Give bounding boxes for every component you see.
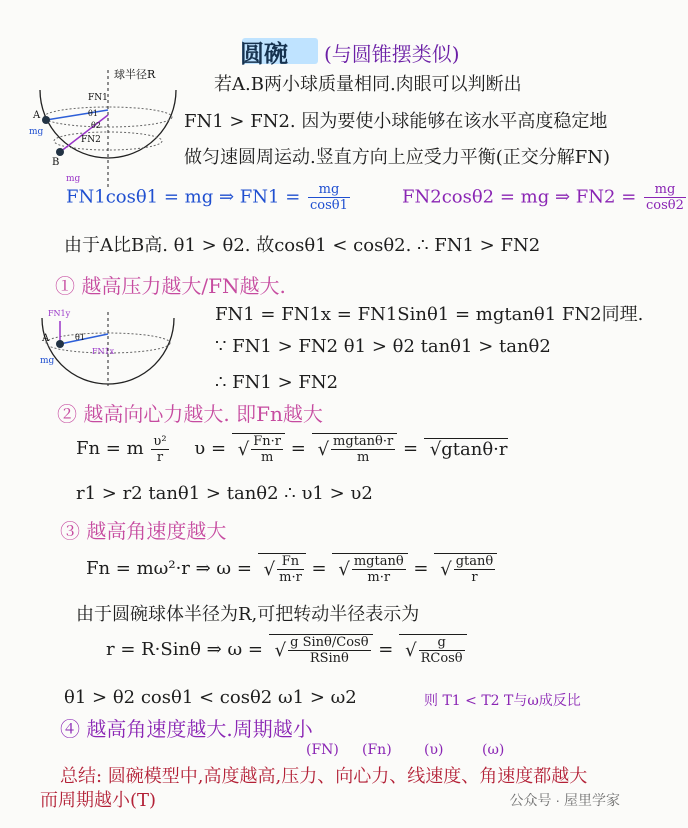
a-label-2: A — [42, 333, 50, 344]
theta1-label-2: θ1 — [75, 333, 85, 342]
section1-line-3: ∴ FN1 > FN2 — [215, 372, 339, 393]
intro-line-2: FN1 > FN2. 因为要使小球能够在该水平高度稳定地 — [184, 111, 608, 132]
section1-line-1: FN1 = FN1x = FN1Sinθ1 = mgtanθ1 FN2同理. — [215, 304, 644, 325]
theta1-label: θ1 — [88, 109, 98, 118]
ball-a-2 — [56, 340, 64, 348]
ball-a — [42, 116, 50, 124]
equilibrium-equation-b: FN2cosθ2 = mg ⇒ FN2 = $\frac{mg}{\cos\theta 2}$ — [402, 182, 684, 213]
section2-heading: ② 越高向心力越大. 即Fn越大 — [57, 402, 323, 426]
section1-heading: ① 越高压力越大/FN越大. — [55, 274, 286, 298]
radius-label: 球半径R — [114, 68, 156, 81]
conclusion-line: 由于A比B高. θ1 > θ2. 故cosθ1 < cosθ2. ∴ FN1 > FN2 — [64, 235, 541, 256]
watermark: 公众号 · 屋里学家 — [509, 792, 620, 808]
b-label: B — [52, 157, 60, 168]
mg-label-2: mg — [40, 356, 55, 366]
annotation-omega: (ω) — [482, 742, 505, 758]
fn1x-label: FN1x — [92, 347, 115, 356]
section2-line-2: r1 > r2 tanθ1 > tanθ2 ∴ υ1 > υ2 — [76, 483, 373, 504]
section3-line-1: Fn = mω²·r ⇒ ω = √ $\frac{Fn}{m\cdot r}$ = √ $\frac{mgtan\theta}{m\cdot r}$ = √ $\frac{gtan\theta}{r}$ — [86, 553, 497, 585]
summary-line-2: 而周期越小(T) — [40, 790, 157, 811]
section3-heading: ③ 越高角速度越大 — [60, 519, 227, 543]
section3-line-2: 由于圆碗球体半径为R,可把转动半径表示为 — [76, 604, 420, 625]
page-subtitle: (与圆锥摆类似) — [324, 42, 460, 66]
section3-line-3: r = R·Sinθ ⇒ ω = √ $\frac{\text{g Sinθ/Cosθ}}{\text{RSinθ}}$ = √ $\frac{g}{\text{RCosθ}}$ — [106, 634, 467, 666]
ball-b — [56, 148, 64, 156]
mg-label-a: mg — [29, 127, 44, 137]
bowl-diagram-2 — [28, 296, 188, 401]
page-title: 圆碗 — [240, 39, 288, 68]
mg-label-b: mg — [66, 174, 81, 184]
intro-line-3: 做匀速圆周运动.竖直方向上应受力平衡(正交分解FN) — [184, 147, 611, 168]
section3-line-4: θ1 > θ2 cosθ1 < cosθ2 ω1 > ω2 — [64, 687, 357, 708]
fn2-label: FN2 — [81, 135, 101, 145]
section3-line-4-note: 则 T1 < T2 T与ω成反比 — [424, 693, 581, 709]
theta2-label: θ2 — [91, 121, 101, 130]
annotation-fn: (FN) — [306, 742, 339, 758]
annotation-fn-centripetal: (Fn) — [362, 742, 392, 758]
section2-line-1: Fn = m $\frac{\text{υ²}}{r}$ υ = √ $\frac{Fn\cdot r}{m}$ = √ $\frac{mgtan\theta\cdot r}{m}$ = √ gtanθ·r — [76, 433, 508, 465]
equilibrium-equation-a: FN1cosθ1 = mg ⇒ FN1 = $\frac{mg}{\cos\theta 1}$ — [66, 182, 348, 213]
fn1-label: FN1 — [88, 93, 108, 103]
section1-line-2: ∵ FN1 > FN2 θ1 > θ2 tanθ1 > tanθ2 — [215, 336, 551, 357]
intro-line-1: 若A.B两小球质量相同.肉眼可以判断出 — [214, 74, 522, 95]
annotation-v: (υ) — [424, 742, 444, 758]
section4-heading: ④ 越高角速度越大.周期越小 — [60, 717, 313, 741]
a-label: A — [33, 110, 41, 121]
summary-line-1: 总结: 圆碗模型中,高度越高,压力、向心力、线速度、角速度都越大 — [60, 766, 588, 787]
bowl-diagram-1 — [28, 70, 188, 190]
fn1y-label: FN1y — [48, 309, 71, 318]
